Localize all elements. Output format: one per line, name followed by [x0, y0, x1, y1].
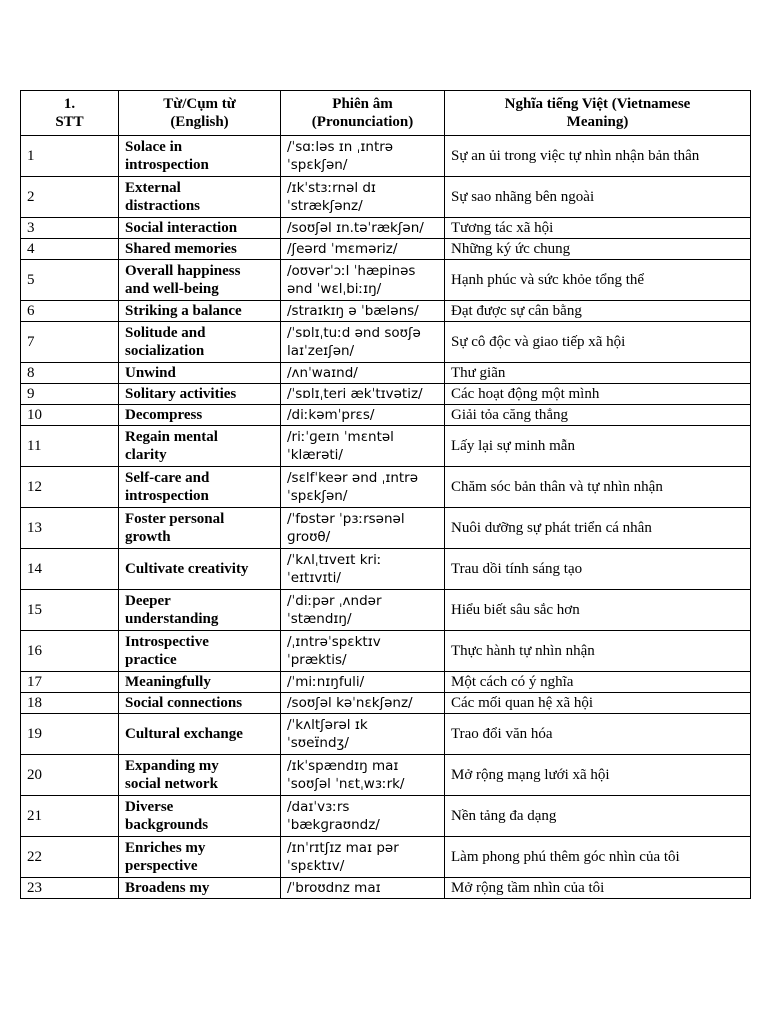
row-number: 4 [21, 239, 119, 260]
header-english: Từ/Cụm từ (English) [119, 91, 281, 136]
english-term-line: Foster personal [125, 511, 225, 527]
pronunciation-line: /ˈsɒlɪˌtuːd ənd soʊʃə [287, 325, 421, 341]
vietnamese-meaning: Lấy lại sự minh mẫn [445, 426, 751, 467]
pronunciation-line: /oʊvərˈɔːl ˈhæpinəs [287, 263, 416, 279]
english-term-line: Solace in [125, 139, 183, 155]
table-row [21, 239, 751, 260]
english-term-line: Overall happiness [125, 263, 241, 279]
vietnamese-meaning: Thư giãn [445, 363, 751, 384]
row-number: 19 [21, 714, 119, 755]
row-number: 22 [21, 837, 119, 878]
english-term-line: growth [125, 529, 171, 545]
english-term [119, 755, 281, 796]
pronunciation [281, 322, 445, 363]
english-term [119, 218, 281, 239]
row-number: 12 [21, 467, 119, 508]
vietnamese-meaning: Mở rộng tầm nhìn của tôi [445, 878, 751, 899]
pronunciation [281, 590, 445, 631]
vietnamese-meaning: Các hoạt động một mình [445, 384, 751, 405]
english-term-line: backgrounds [125, 817, 209, 833]
pronunciation [281, 549, 445, 590]
pronunciation [281, 714, 445, 755]
english-term-line: clarity [125, 447, 167, 463]
pronunciation-line: ˈbækɡraʊndz/ [287, 817, 380, 833]
pronunciation-line: ˈstrækʃənz/ [287, 198, 363, 214]
pronunciation [281, 301, 445, 322]
vietnamese-meaning: Mở rộng mạng lưới xã hội [445, 755, 751, 796]
english-term [119, 878, 281, 899]
pronunciation [281, 218, 445, 239]
vietnamese-meaning: Thực hành tự nhìn nhận [445, 631, 751, 672]
vietnamese-meaning: Một cách có ý nghĩa [445, 672, 751, 693]
english-term [119, 363, 281, 384]
pronunciation [281, 796, 445, 837]
row-number: 8 [21, 363, 119, 384]
pronunciation-line: ˈspɛkʃən/ [287, 488, 348, 504]
pronunciation-line: ˈsoʊʃəl ˈnɛtˌwɜːrk/ [287, 776, 405, 792]
pronunciation-line: /ˈsɒlɪˌteri ækˈtɪvətiz/ [287, 386, 423, 402]
english-term-line: practice [125, 652, 177, 668]
english-term-line: Solitary activities [125, 386, 237, 402]
english-term-line: Social interaction [125, 220, 238, 236]
row-number: 15 [21, 590, 119, 631]
pronunciation-line: ˈspɛktɪv/ [287, 858, 345, 874]
vietnamese-meaning: Hiểu biết sâu sắc hơn [445, 590, 751, 631]
table-row [21, 837, 751, 878]
vietnamese-meaning: Đạt được sự cân bằng [445, 301, 751, 322]
english-term [119, 693, 281, 714]
pronunciation-line: /ˈbroʊdnz maɪ [287, 880, 381, 896]
pronunciation-line: /ˈkʌltʃərəl ɪk [287, 717, 368, 733]
english-term-line: Unwind [125, 365, 176, 381]
pronunciation-line: /soʊʃəl kəˈnɛkʃənz/ [287, 695, 413, 711]
english-term [119, 631, 281, 672]
table-row [21, 755, 751, 796]
vietnamese-meaning: Sự sao nhãng bên ngoài [445, 177, 751, 218]
table-row [21, 467, 751, 508]
english-term [119, 467, 281, 508]
english-term-line: Social connections [125, 695, 243, 711]
english-term [119, 590, 281, 631]
row-number: 21 [21, 796, 119, 837]
vietnamese-meaning: Trau dồi tính sáng tạo [445, 549, 751, 590]
pronunciation-line: /sɛlfˈkeər ənd ˌɪntrə [287, 470, 419, 486]
pronunciation [281, 755, 445, 796]
row-number: 11 [21, 426, 119, 467]
table-row [21, 177, 751, 218]
table-header-row [21, 91, 751, 136]
english-term-line: Introspective [125, 634, 209, 650]
table-row [21, 590, 751, 631]
english-term-line: Expanding my [125, 758, 219, 774]
pronunciation-line: ˈklærəti/ [287, 447, 343, 463]
pronunciation-line: /ˈmiːnɪŋfuli/ [287, 674, 365, 690]
table-row [21, 714, 751, 755]
english-term [119, 384, 281, 405]
pronunciation-line: ənd ˈwɛlˌbiːɪŋ/ [287, 281, 382, 297]
row-number: 6 [21, 301, 119, 322]
pronunciation-line: /ˈfɒstər ˈpɜːrsənəl [287, 511, 405, 527]
english-term-line: socialization [125, 343, 205, 359]
pronunciation [281, 405, 445, 426]
english-term-line: social network [125, 776, 218, 792]
pronunciation [281, 508, 445, 549]
pronunciation-line: laɪˈzeɪʃən/ [287, 343, 355, 359]
english-term [119, 177, 281, 218]
english-term-line: and well-being [125, 281, 219, 297]
header-pronunciation: Phiên âm (Pronunciation) [281, 91, 445, 136]
pronunciation-line: ɡroʊθ/ [287, 529, 331, 545]
pronunciation-line: /ˈdiːpər ˌʌndər [287, 593, 382, 609]
pronunciation-line: /ˌɪntrəˈspɛktɪv [287, 634, 381, 650]
table-row [21, 322, 751, 363]
vietnamese-meaning: Tương tác xã hội [445, 218, 751, 239]
pronunciation [281, 467, 445, 508]
english-term [119, 322, 281, 363]
row-number: 20 [21, 755, 119, 796]
english-term [119, 508, 281, 549]
table-row [21, 796, 751, 837]
table-row [21, 549, 751, 590]
row-number: 18 [21, 693, 119, 714]
table-row [21, 260, 751, 301]
table-row [21, 631, 751, 672]
english-term [119, 837, 281, 878]
table-row [21, 136, 751, 177]
english-term-line: Regain mental [125, 429, 218, 445]
table-row [21, 405, 751, 426]
vietnamese-meaning: Chăm sóc bản thân và tự nhìn nhận [445, 467, 751, 508]
english-term-line: Cultural exchange [125, 726, 243, 742]
english-term-line: Cultivate creativity [125, 561, 249, 577]
pronunciation-line: /ɪkˈstɜːrnəl dɪ [287, 180, 376, 196]
english-term [119, 426, 281, 467]
table-row [21, 693, 751, 714]
pronunciation-line: /ʌnˈwaɪnd/ [287, 365, 358, 381]
pronunciation-line: /riːˈɡeɪn ˈmɛntəl [287, 429, 394, 445]
table-row [21, 363, 751, 384]
row-number: 9 [21, 384, 119, 405]
pronunciation [281, 693, 445, 714]
pronunciation-line: ˈpræktis/ [287, 652, 347, 668]
pronunciation-line: /straɪkɪŋ ə ˈbæləns/ [287, 303, 419, 319]
row-number: 14 [21, 549, 119, 590]
english-term [119, 260, 281, 301]
vietnamese-meaning: Nuôi dưỡng sự phát triển cá nhân [445, 508, 751, 549]
pronunciation [281, 239, 445, 260]
pronunciation-line: /ˈkʌlˌtɪveɪt kriː [287, 552, 382, 568]
pronunciation-line: /ʃeərd ˈmɛməriz/ [287, 241, 398, 257]
english-term [119, 239, 281, 260]
pronunciation [281, 136, 445, 177]
english-term [119, 405, 281, 426]
table-body [21, 136, 751, 899]
header-meaning: Nghĩa tiếng Việt (Vietnamese Meaning) [445, 91, 751, 136]
english-term-line: Broadens my [125, 880, 210, 896]
english-term-line: Decompress [125, 407, 203, 423]
pronunciation [281, 260, 445, 301]
row-number: 2 [21, 177, 119, 218]
pronunciation [281, 631, 445, 672]
english-term [119, 796, 281, 837]
pronunciation [281, 363, 445, 384]
pronunciation [281, 837, 445, 878]
english-term-line: Deeper [125, 593, 171, 609]
row-number: 23 [21, 878, 119, 899]
english-term-line: Striking a balance [125, 303, 242, 319]
table-row [21, 878, 751, 899]
pronunciation-line: ˈeɪtɪvɪti/ [287, 570, 341, 586]
pronunciation-line: /ɪnˈrɪtʃɪz maɪ pər [287, 840, 399, 856]
pronunciation-line: /ˈsɑːləs ɪn ˌɪntrə [287, 139, 394, 155]
pronunciation [281, 878, 445, 899]
pronunciation-line: /daɪˈvɜːrs [287, 799, 350, 815]
pronunciation-line: /soʊʃəl ɪn.təˈrækʃən/ [287, 220, 424, 236]
pronunciation [281, 177, 445, 218]
english-term-line: perspective [125, 858, 198, 874]
vietnamese-meaning: Các mối quan hệ xã hội [445, 693, 751, 714]
vietnamese-meaning: Giải tỏa căng thẳng [445, 405, 751, 426]
english-term [119, 301, 281, 322]
table-row [21, 218, 751, 239]
pronunciation [281, 384, 445, 405]
table-row [21, 672, 751, 693]
table-row [21, 384, 751, 405]
english-term [119, 549, 281, 590]
header-stt: 1. STT [21, 91, 119, 136]
row-number: 13 [21, 508, 119, 549]
english-term-line: Solitude and [125, 325, 206, 341]
table-row [21, 301, 751, 322]
row-number: 7 [21, 322, 119, 363]
english-term-line: introspection [125, 157, 209, 173]
english-term-line: distractions [125, 198, 200, 214]
pronunciation [281, 426, 445, 467]
row-number: 17 [21, 672, 119, 693]
row-number: 5 [21, 260, 119, 301]
english-term [119, 672, 281, 693]
pronunciation [281, 672, 445, 693]
vietnamese-meaning: Hạnh phúc và sức khỏe tổng thể [445, 260, 751, 301]
pronunciation-line: ˈstændɪŋ/ [287, 611, 352, 627]
vocabulary-table [20, 90, 751, 899]
table-row [21, 426, 751, 467]
table-row [21, 508, 751, 549]
english-term-line: Diverse [125, 799, 174, 815]
pronunciation-line: ˈsʊeɪ̈ndʒ/ [287, 735, 349, 751]
vietnamese-meaning: Những ký ức chung [445, 239, 751, 260]
english-term-line: Self-care and [125, 470, 210, 486]
row-number: 10 [21, 405, 119, 426]
english-term-line: External [125, 180, 181, 196]
english-term-line: Enriches my [125, 840, 206, 856]
row-number: 1 [21, 136, 119, 177]
row-number: 16 [21, 631, 119, 672]
english-term-line: understanding [125, 611, 219, 627]
english-term-line: introspection [125, 488, 209, 504]
vietnamese-meaning: Làm phong phú thêm góc nhìn của tôi [445, 837, 751, 878]
english-term-line: Shared memories [125, 241, 237, 257]
pronunciation-line: /diːkəmˈprɛs/ [287, 407, 375, 423]
vietnamese-meaning: Nền tảng đa dạng [445, 796, 751, 837]
pronunciation-line: ˈspɛkʃən/ [287, 157, 348, 173]
vietnamese-meaning: Sự cô độc và giao tiếp xã hội [445, 322, 751, 363]
english-term [119, 136, 281, 177]
vietnamese-meaning: Trao đổi văn hóa [445, 714, 751, 755]
vietnamese-meaning: Sự an ủi trong việc tự nhìn nhận bản thân [445, 136, 751, 177]
english-term [119, 714, 281, 755]
row-number: 3 [21, 218, 119, 239]
pronunciation-line: /ɪkˈspændɪŋ maɪ [287, 758, 399, 774]
english-term-line: Meaningfully [125, 674, 211, 690]
